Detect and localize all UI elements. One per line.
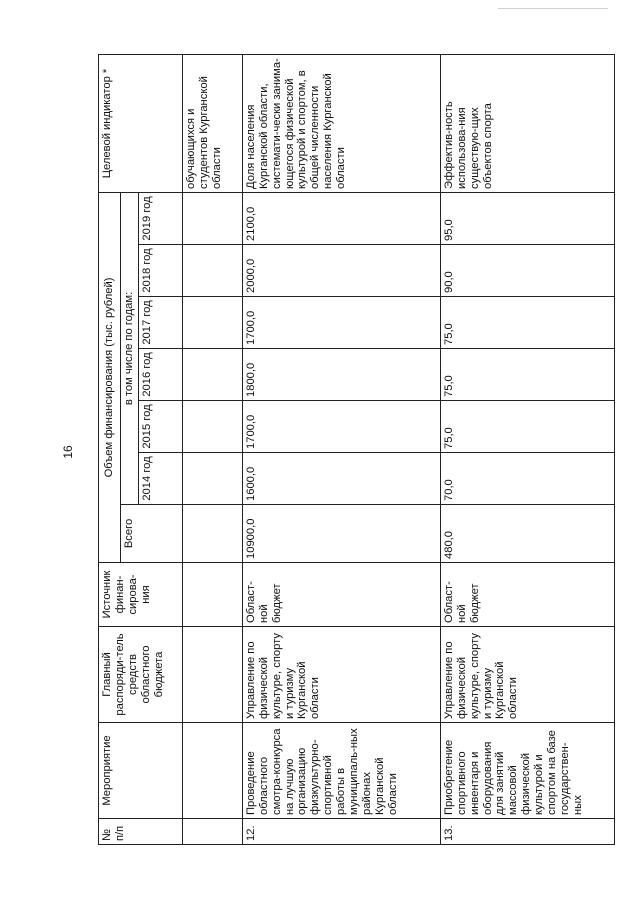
header-year: 2019 год [138,192,182,244]
source-cell: Област-ной бюджет [242,563,440,627]
year-cell: 90,0 [440,245,614,297]
header-year: 2017 год [138,297,182,349]
manager-cell: Управление по физической культуре, спорту и туризму Курганской области [242,627,440,723]
year-cell: 2100,0 [242,192,440,244]
year-cell: 70,0 [440,453,614,505]
header-total: Всего [121,505,183,563]
page-number: 16 [61,445,75,459]
header-target: Целевой индикатор * [99,54,183,192]
year-cell: 75,0 [440,401,614,453]
event-cell: Проведение областного смотра-конкурса на лучшую организацию физкультурно-спортивной работы в муниципаль-ных районах Курганской области [242,723,440,819]
header-year: 2014 год [138,453,182,505]
year-cell: 75,0 [440,349,614,401]
table-row [440,54,614,844]
total-cell: 480,0 [440,505,614,563]
target-cell: Доля населения Курганской области, системати-чески занима-ющегося физической культурой и спортом, в общей численности населения Курганской области [242,54,440,192]
header-year: 2016 год [138,349,182,401]
header-source: Источник финан-сирова-ния [99,563,183,627]
total-cell: 10900,0 [242,505,440,563]
year-cell: 1700,0 [242,401,440,453]
header-year: 2015 год [138,401,182,453]
funding-table [98,54,615,845]
table-row [242,54,440,844]
header-event: Мероприятие [99,723,183,819]
table-row [182,54,242,844]
scan-artifact-line [498,8,608,9]
target-cell: обучающихся и студентов Курганской области [182,54,242,192]
row-num: 12. [242,819,440,845]
year-cell: 1600,0 [242,453,440,505]
year-cell: 1700,0 [242,297,440,349]
year-cell: 1800,0 [242,349,440,401]
target-cell: Эффектив-ность использова-ния существую-щих объектов спорта [440,54,614,192]
header-funding: Объем финансирования (тыс. рублей) [99,192,121,562]
header-num: № п/п [99,819,183,845]
manager-cell: Управление по физической культуре, спорту и туризму Курганской области [440,627,614,723]
year-cell: 2000,0 [242,245,440,297]
header-by-year: в том числе по годам: [121,192,139,504]
row-num: 13. [440,819,614,845]
event-cell: Приобретение спортивного инвентаря и оборудования для занятий массовой физической культурой и спортом на базе государствен-ных [440,723,614,819]
year-cell: 95,0 [440,192,614,244]
header-manager: Главный распоряди-тель средств областного бюджета [99,627,183,723]
header-year: 2018 год [138,245,182,297]
year-cell: 75,0 [440,297,614,349]
rotated-table-container [98,55,612,845]
source-cell: Област-ной бюджет [440,563,614,627]
